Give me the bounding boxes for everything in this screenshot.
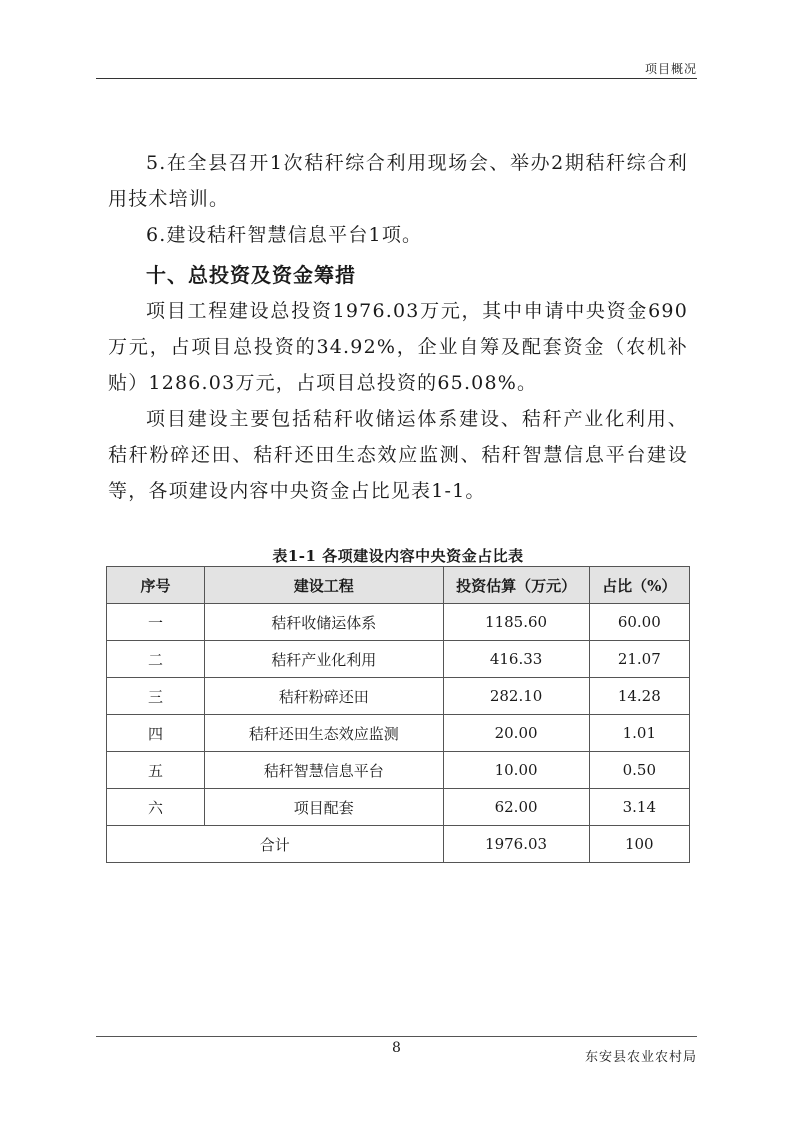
cell-project: 秸秆智慧信息平台	[205, 752, 443, 789]
table-row	[107, 752, 690, 789]
table-caption: 表1-1 各项建设内容中央资金占比表	[272, 547, 524, 565]
cell-index: 一	[107, 604, 205, 641]
table-header-row	[107, 567, 690, 604]
funding-table	[106, 566, 690, 863]
total-investment: 1976.03	[443, 826, 589, 863]
table-row	[107, 715, 690, 752]
header-cell-percent: 占比（%）	[589, 567, 689, 604]
cell-percent: 21.07	[589, 641, 689, 678]
paragraph-item-6: 6.建设秸秆智慧信息平台1项。	[146, 224, 423, 246]
total-label: 合计	[107, 826, 444, 863]
paragraph-item-5: 5.在全县召开1次秸秆综合利用现场会、举办2期秸秆综合利用技术培训。	[108, 152, 688, 210]
table-row	[107, 641, 690, 678]
paragraph-investment: 项目工程建设总投资1976.03万元，其中申请中央资金690万元，占项目总投资的34.92%，企业自筹及配套资金（农机补贴）1286.03万元，占项目总投资的65.08%。	[108, 300, 688, 394]
table-row	[107, 604, 690, 641]
cell-percent: 3.14	[589, 789, 689, 826]
body-text	[108, 145, 688, 509]
cell-percent: 0.50	[589, 752, 689, 789]
cell-investment: 62.00	[443, 789, 589, 826]
cell-project: 项目配套	[205, 789, 443, 826]
cell-index: 三	[107, 678, 205, 715]
footer-divider	[96, 1036, 697, 1037]
cell-investment: 1185.60	[443, 604, 589, 641]
header-cell-index: 序号	[107, 567, 205, 604]
page-number: 8	[392, 1040, 401, 1056]
paragraph-construction: 项目建设主要包括秸秆收储运体系建设、秸秆产业化利用、秸秆粉碎还田、秸秆还田生态效应监测、秸秆智慧信息平台建设等，各项建设内容中央资金占比见表1-1。	[108, 408, 688, 502]
cell-index: 二	[107, 641, 205, 678]
header-divider	[96, 78, 697, 79]
cell-index: 六	[107, 789, 205, 826]
cell-investment: 10.00	[443, 752, 589, 789]
section-heading: 十、总投资及资金筹措	[146, 263, 356, 287]
table-row	[107, 789, 690, 826]
cell-percent: 14.28	[589, 678, 689, 715]
cell-project: 秸秆还田生态效应监测	[205, 715, 443, 752]
cell-investment: 20.00	[443, 715, 589, 752]
header-cell-investment: 投资估算（万元）	[443, 567, 589, 604]
cell-project: 秸秆粉碎还田	[205, 678, 443, 715]
footer-organization: 东安县农业农村局	[584, 1050, 697, 1065]
table-total-row	[107, 826, 690, 863]
header-cell-project: 建设工程	[205, 567, 443, 604]
cell-project: 秸秆收储运体系	[205, 604, 443, 641]
table-row	[107, 678, 690, 715]
cell-index: 四	[107, 715, 205, 752]
cell-percent: 60.00	[589, 604, 689, 641]
total-percent: 100	[589, 826, 689, 863]
cell-investment: 416.33	[443, 641, 589, 678]
cell-investment: 282.10	[443, 678, 589, 715]
cell-project: 秸秆产业化利用	[205, 641, 443, 678]
cell-index: 五	[107, 752, 205, 789]
cell-percent: 1.01	[589, 715, 689, 752]
header-section-title: 项目概况	[644, 62, 697, 76]
